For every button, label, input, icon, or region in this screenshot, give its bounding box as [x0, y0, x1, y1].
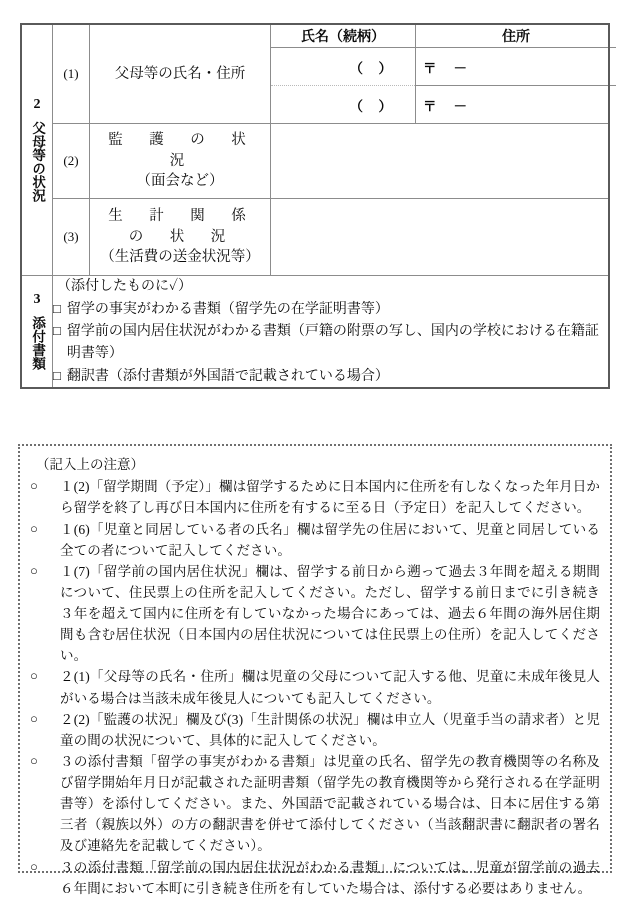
bullet-circle-icon-4: ○ [30, 668, 38, 684]
table-row-attachments [21, 276, 609, 389]
parents-name-address-grid [271, 24, 610, 124]
parent-entry-row-2 [271, 86, 616, 124]
parent-status-form-table [20, 23, 610, 389]
attachments-checklist [53, 276, 610, 389]
section-label-3 [21, 276, 53, 389]
note-item-6 [30, 751, 600, 857]
parent-name-field-2[interactable]: （ ） [271, 86, 416, 124]
item-title-2-2-main: 監 護 の 状 況 [108, 132, 273, 169]
note-item-7 [30, 857, 600, 899]
attachments-heading: （添付したものに✓） [57, 279, 193, 294]
postal-dash-2: － [453, 98, 467, 114]
note-text-2: １(6)「児童と同居している者の氏名」欄は留学先の住居において、児童と同居している全ての者について記入してください。 [60, 521, 600, 558]
custody-status-input[interactable] [271, 124, 610, 199]
parent-address-field-2[interactable] [416, 86, 617, 124]
table-row-parents-name-address [21, 24, 609, 124]
item-title-2-2-sub: （面会など） [136, 173, 224, 190]
item-number-2-2: (2) [53, 124, 90, 199]
section-number-3: 3 [33, 292, 41, 308]
item-title-2-2 [90, 124, 271, 199]
instructions-box [18, 444, 612, 896]
note-item-2 [30, 519, 600, 561]
bullet-circle-icon-1: ○ [30, 478, 38, 494]
item-number-2-3: (3) [53, 199, 90, 276]
item-title-2-1: 父母等の氏名・住所 [90, 24, 271, 124]
attachment-checkbox-row-2[interactable] [53, 321, 608, 364]
note-text-7: ３の添付書類「留学前の国内居住状況がわかる書類」については、児童が留学前の過去６年間において本町に引き続き住所を有していた場合は、添付する必要はありません。 [60, 859, 600, 896]
note-text-5: ２(2)「監護の状況」欄及び(3)「生計関係の状況」欄は申立人（児童手当の請求者）と児童の間の状況について、具体的に記入してください。 [60, 711, 600, 748]
column-header-name: 氏名（続柄） [271, 25, 416, 48]
note-item-1 [30, 476, 600, 518]
checkbox-icon-1[interactable]: □ [53, 300, 61, 316]
livelihood-status-input[interactable] [271, 199, 610, 276]
section-number-2: 2 [33, 96, 41, 112]
bullet-circle-icon-5: ○ [30, 710, 38, 726]
note-text-1: １(2)「留学期間（予定）」欄は留学するために日本国内に住所を有しなくなった年月日から留学を終了し再び日本国内に住所を有するに至る日（予定日）を記入してください。 [60, 479, 600, 516]
bullet-circle-icon-2: ○ [30, 520, 38, 536]
item-title-2-3-main: 生 計 関 係 の 状 況 [108, 208, 273, 245]
section-title-3: 添付書類 [30, 316, 46, 371]
table-row-livelihood-status [21, 199, 609, 276]
note-text-3: １(7)「留学前の国内居住状況」欄は、留学する前日から遡って過去３年間を超える期間について、住民票上の住所を記入してください。ただし、留学する前日までに引き続き３年を超えて国内に住所を有していなかった場合にあっては、過去６年間の海外居住期間も含む居住状況（日本国内の居住状況については住民票上の住所）を記入してください。 [60, 563, 600, 664]
section-label-2 [21, 24, 53, 276]
bullet-circle-icon-3: ○ [30, 562, 38, 578]
note-item-4 [30, 666, 600, 708]
attachment-label-3: 翻訳書（添付書類が外国語で記載されている場合） [66, 368, 389, 384]
note-item-3 [30, 561, 600, 667]
parent-entry-row-1 [271, 48, 616, 86]
bullet-circle-icon-7: ○ [30, 858, 38, 874]
attachment-label-2: 留学前の国内居住状況がわかる書類（戸籍の附票の写し、国内の学校における在籍証明書等） [66, 324, 599, 362]
attachment-label-1: 留学の事実がわかる書類（留学先の在学証明書等） [66, 301, 389, 317]
checkbox-icon-2[interactable]: □ [53, 323, 61, 339]
item-title-2-3-sub: （生活費の送金状況等） [100, 249, 260, 266]
instructions-title: （記入上の注意） [36, 457, 144, 472]
note-item-5 [30, 709, 600, 751]
table-row-custody-status [21, 124, 609, 199]
checkbox-icon-3[interactable]: □ [53, 367, 61, 383]
subtable-header-row [271, 25, 616, 48]
postal-mark-icon-1: 〒 [423, 60, 437, 76]
bullet-circle-icon-6: ○ [30, 752, 38, 768]
postal-mark-icon-2: 〒 [423, 98, 437, 114]
postal-dash-1: － [453, 60, 467, 76]
name-address-subtable [271, 25, 616, 123]
note-text-6: ３の添付書類「留学の事実がわかる書類」は児童の氏名、留学先の教育機関等の名称及び留学開始年月日が記載された証明書類（留学先の教育機関等から発行される在学証明書等）を添付してください。また、外国語で記載されている場合は、日本に居住する第三者（親族以外）の方の翻訳書を併せて添付してください（当該翻訳書に翻訳者の署名及び連絡先を記載してください）。 [60, 753, 600, 854]
note-text-4: ２(1)「父母等の氏名・住所」欄は児童の父母について記入する他、児童に未成年後見人がいる場合は当該未成年後見人についても記入してください。 [60, 669, 600, 706]
item-title-2-3 [90, 199, 271, 276]
section-title-2: 父母等の状況 [30, 121, 46, 203]
item-number-2-1: (1) [53, 24, 90, 124]
parent-address-field-1[interactable] [416, 48, 617, 86]
parent-name-field-1[interactable]: （ ） [271, 48, 416, 86]
attachment-checkbox-row-1[interactable] [53, 299, 608, 321]
attachment-checkbox-row-3[interactable] [53, 366, 608, 388]
column-header-address: 住所 [416, 25, 617, 48]
